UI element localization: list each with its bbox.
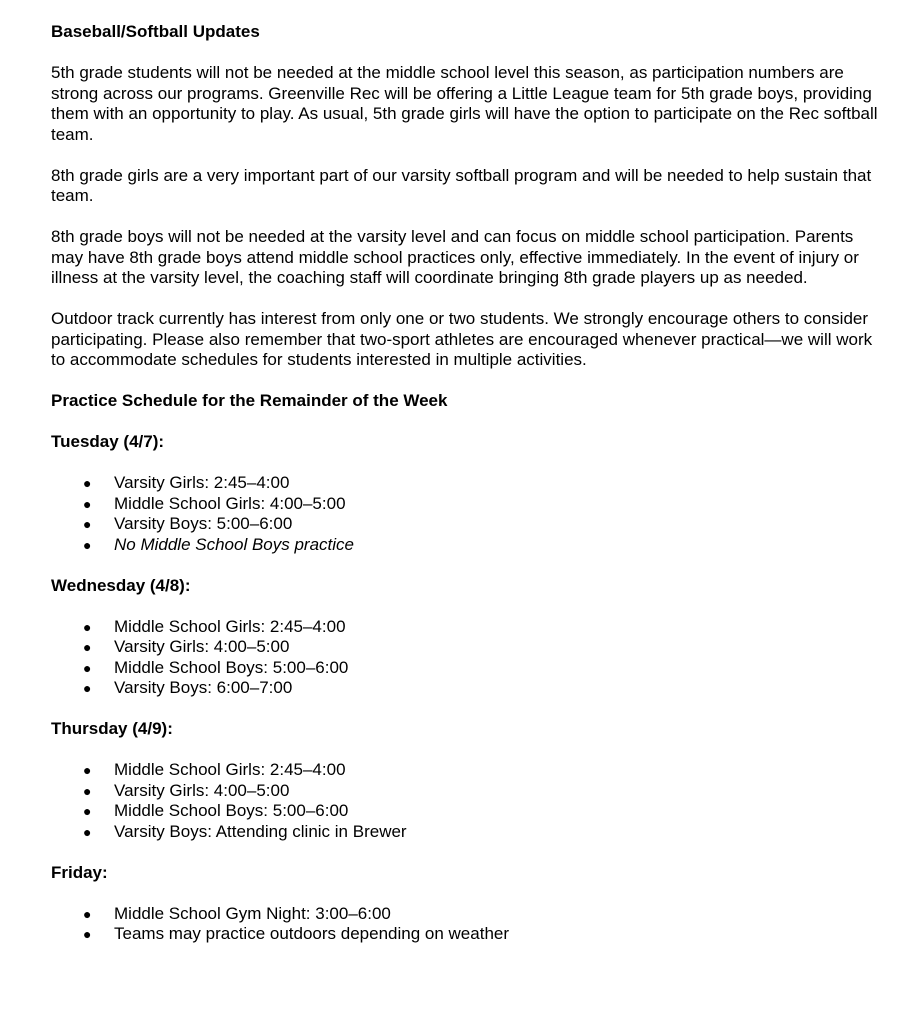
list-item-text: Middle School Girls: 2:45–4:00 [114, 760, 346, 779]
list-item [51, 658, 881, 679]
bullet-icon: ● [83, 495, 92, 512]
list-item [51, 781, 881, 802]
day-heading-wednesday: Wednesday (4/8): [51, 575, 191, 595]
list-item-text: Teams may practice outdoors depending on weather [114, 924, 510, 943]
paragraph-8th-grade-girls: 8th grade girls are a very important part of our varsity softball program and will be needed to help sustain that team. [51, 165, 872, 205]
list-item [51, 494, 881, 515]
day-heading-thursday: Thursday (4/9): [51, 719, 173, 738]
bullet-icon: ● [83, 926, 92, 942]
list-item-text: Middle School Boys: 5:00–6:00 [114, 801, 349, 820]
list-item [51, 760, 881, 781]
list-item [51, 904, 881, 925]
list-item [51, 514, 881, 535]
list-item-text: Varsity Boys: Attending clinic in Brewer [114, 821, 407, 841]
list-item-text: Middle School Boys: 5:00–6:00 [114, 657, 349, 677]
friday-list [51, 904, 881, 945]
bullet-icon: ● [83, 536, 92, 553]
bullet-icon: ● [83, 618, 92, 635]
bullet-icon: ● [83, 823, 92, 840]
list-item [51, 678, 881, 699]
paragraph-5th-grade: 5th grade students will not be needed at the middle school level this season, as participation numbers are strong across our programs. Greenville Rec will be offering a Little League team for 5th grade boys, providing them with an opportunity to play. As usual, 5th grade girls will have the option to participate on the Rec softball team. [51, 63, 878, 144]
bullet-icon: ● [83, 475, 92, 491]
list-item [51, 473, 881, 494]
day-heading-tuesday: Tuesday (4/7): [51, 432, 165, 451]
thursday-list [51, 760, 881, 842]
list-item [51, 822, 881, 843]
list-item-text: Varsity Girls: 4:00–5:00 [114, 780, 290, 800]
list-item [51, 535, 881, 556]
list-item-text: Varsity Girls: 4:00–5:00 [114, 637, 290, 656]
list-item [51, 924, 881, 945]
list-item [51, 617, 881, 638]
section-title: Baseball/Softball Updates [51, 22, 260, 41]
list-item-text: Middle School Girls: 4:00–5:00 [114, 493, 346, 513]
list-item-text: Varsity Boys: 5:00–6:00 [114, 514, 293, 533]
list-item-text: Varsity Boys: 6:00–7:00 [114, 678, 293, 697]
bullet-icon: ● [83, 639, 92, 655]
list-item [51, 637, 881, 658]
bullet-icon: ● [83, 782, 92, 799]
day-heading-friday: Friday: [51, 862, 108, 882]
schedule-title: Practice Schedule for the Remainder of the Week [51, 391, 448, 410]
paragraph-8th-grade-boys: 8th grade boys will not be needed at the varsity level and can focus on middle school participation. Parents may have 8th grade boys attend middle school practices only, effective immediately. In the event of injury or illness at the varsity level, the coaching staff will coordinate bringing 8th grade players up as needed. [51, 227, 859, 287]
paragraph-outdoor-track: Outdoor track currently has interest from only one or two students. We strongly encourage others to consider participating. Please also remember that two-sport athletes are encouraged whenever practical—we will work to accommodate schedules for students interested in multiple activities. [51, 309, 873, 369]
bullet-icon: ● [83, 516, 92, 532]
list-item-text: No Middle School Boys practice [114, 534, 355, 554]
bullet-icon: ● [83, 905, 92, 922]
list-item-text: Varsity Girls: 2:45–4:00 [114, 473, 290, 492]
bullet-icon: ● [83, 680, 92, 696]
bullet-icon: ● [83, 762, 92, 778]
list-item-text: Middle School Girls: 2:45–4:00 [114, 616, 346, 636]
tuesday-list [51, 473, 881, 555]
list-item [51, 801, 881, 822]
bullet-icon: ● [83, 803, 92, 819]
wednesday-list [51, 617, 881, 699]
document-body [51, 22, 881, 945]
bullet-icon: ● [83, 659, 92, 676]
list-item-text: Middle School Gym Night: 3:00–6:00 [114, 903, 391, 923]
